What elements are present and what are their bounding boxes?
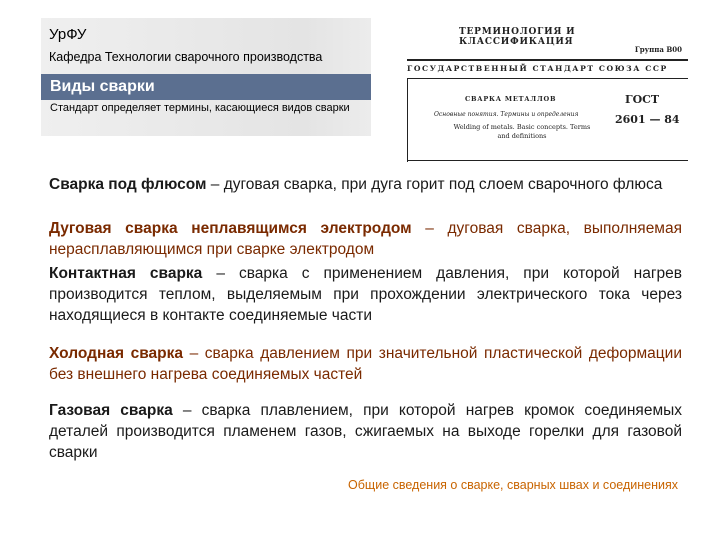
gost-document-title: СВАРКА МЕТАЛЛОВ bbox=[465, 95, 557, 103]
gost-rule-top bbox=[407, 59, 688, 61]
section-title: Виды сварки bbox=[50, 78, 155, 95]
definition-paragraph bbox=[49, 400, 682, 463]
section-description: Стандарт определяет термины, касающиеся видов сварки bbox=[50, 102, 350, 114]
gost-number: 2601 — 84 bbox=[615, 113, 680, 126]
definition-term: Контактная сварка bbox=[49, 265, 203, 282]
gost-label: ГОСТ bbox=[625, 93, 660, 106]
definition-text: – сварка плавлением, при которой нагрев кромок соединяемых деталей производится пламенем газов, сжигаемых на выходе горелки для газовой сварки bbox=[49, 402, 682, 461]
gost-rule-middle bbox=[407, 78, 688, 79]
definition-text: – сварка давлением при значительной пластической деформации без внешнего нагрева соединяемых частей bbox=[49, 345, 682, 383]
gost-state-standard: ГОСУДАРСТВЕННЫЙ СТАНДАРТ СОЮЗА ССР bbox=[407, 64, 668, 73]
definition-text: – сварка с применением давления, при которой нагрев производится теплом, выделяемым при прохождении электрического тока через находящиеся в контакте соединяемые части bbox=[49, 265, 682, 324]
gost-english-title: Welding of metals. Basic concepts. Terms and definitions bbox=[453, 123, 591, 140]
definition-paragraph bbox=[49, 174, 682, 195]
definition-paragraph bbox=[49, 218, 682, 260]
gost-rule-vertical bbox=[407, 78, 408, 162]
definition-term: Сварка под флюсом bbox=[49, 176, 207, 193]
definition-text: – дуговая сварка, при дуга горит под слоем сварочного флюса bbox=[206, 176, 663, 193]
definition-term: Газовая сварка bbox=[49, 402, 173, 419]
definition-text: – дуговая сварка, выполняемая нерасплавляющимся при сварке электродом bbox=[49, 220, 682, 258]
definition-paragraph bbox=[49, 343, 682, 385]
definition-term: Дуговая сварка неплавящимся электродом bbox=[49, 220, 412, 237]
gost-terminology-heading: ТЕРМИНОЛОГИЯ И КЛАССИФИКАЦИЯ bbox=[459, 27, 576, 47]
gost-title-page-image bbox=[405, 20, 688, 165]
gost-rule-bottom bbox=[407, 160, 688, 161]
footer-caption: Общие сведения о сварке, сварных швах и соединениях bbox=[348, 478, 678, 492]
department-name: Кафедра Технологии сварочного производства bbox=[49, 50, 323, 64]
organization-name: УрФУ bbox=[49, 26, 87, 43]
gost-group: Группа В00 bbox=[634, 45, 682, 54]
definition-paragraph bbox=[49, 263, 682, 326]
definition-term: Холодная сварка bbox=[49, 345, 183, 362]
gost-document-subtitle: Основные понятия. Термины и определения bbox=[434, 111, 579, 118]
